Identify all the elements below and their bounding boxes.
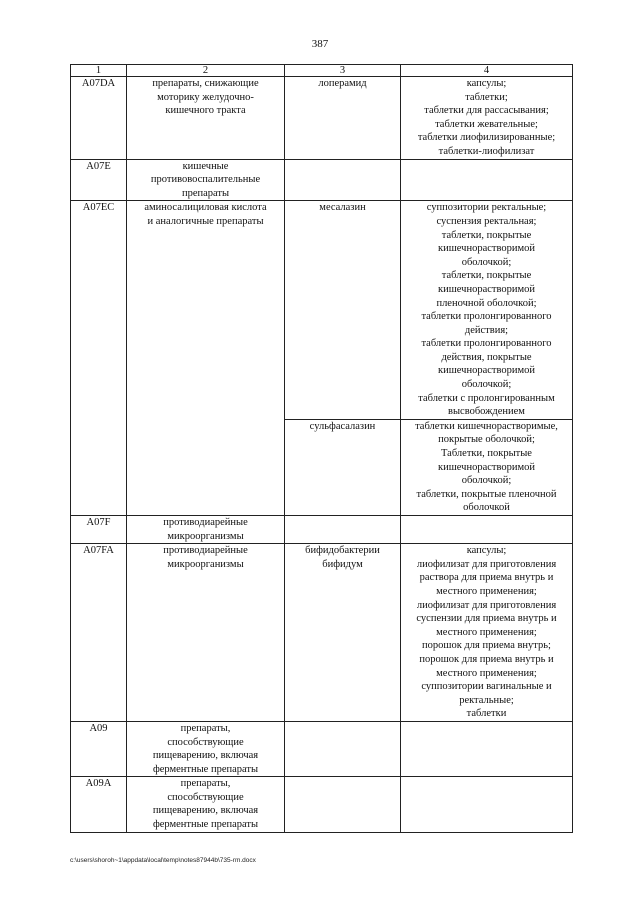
atc-code: A07EC — [71, 201, 127, 516]
drug-name-empty — [285, 159, 401, 201]
text-line: оболочкой; — [461, 256, 512, 268]
text-line: противовоспалительные — [150, 174, 261, 186]
dosage-forms-empty — [401, 159, 573, 201]
text-line: препараты — [181, 187, 230, 199]
text-line: раствора для приема внутрь и — [419, 572, 554, 584]
document-file-path: c:\users\shoroh~1\appdata\local\temp\notes87944b\735-rm.docx — [70, 857, 256, 864]
text-line: микроорганизмы — [167, 558, 244, 570]
text-line: лоперамид — [318, 78, 367, 89]
text-line: оболочкой — [463, 502, 510, 514]
dosage-forms — [401, 419, 573, 515]
table-row — [71, 201, 573, 420]
text-line: способствующие — [167, 736, 244, 748]
text-line: порошок для приема внутрь; — [422, 640, 551, 652]
drug-name-empty — [285, 721, 401, 776]
text-line: препараты, — [180, 722, 231, 734]
text-line: сульфасалазин — [309, 420, 376, 432]
text-line: ректальные; — [459, 694, 514, 706]
dosage-forms-empty — [401, 721, 573, 776]
text-line: таблетки жевательные; — [435, 118, 538, 130]
text-line: таблетки — [466, 708, 507, 720]
text-line: порошок для приема внутрь и — [419, 653, 554, 665]
table-header-row — [71, 65, 573, 77]
text-line: бифидобактерии — [305, 545, 380, 557]
group-description — [127, 516, 285, 544]
group-description — [127, 159, 285, 201]
text-line: кишечнорастворимой — [437, 461, 536, 473]
text-line: таблетки для рассасывания; — [424, 105, 549, 117]
text-line: капсулы; — [466, 78, 507, 89]
text-line: таблетки лиофилизированные; — [417, 132, 556, 144]
atc-code: A07DA — [71, 77, 127, 160]
text-line: таблетки; — [465, 91, 508, 103]
dosage-forms-empty — [401, 777, 573, 832]
text-line: ферментные препараты — [152, 819, 259, 831]
text-line: и аналогичные препараты — [147, 215, 264, 227]
dosage-forms — [401, 201, 573, 420]
drug-name-empty — [285, 777, 401, 832]
dosage-forms — [401, 544, 573, 722]
text-line: пищеварению, включая — [152, 750, 259, 762]
text-line: местного применения; — [436, 667, 537, 679]
atc-code: A07FA — [71, 544, 127, 722]
text-line: действия, покрытые — [441, 351, 532, 363]
atc-code: A07F — [71, 516, 127, 544]
group-description — [127, 544, 285, 722]
table-row — [71, 777, 573, 832]
text-line: таблетки, покрытые пленочной — [416, 488, 557, 500]
text-line: ферментные препараты — [152, 763, 259, 775]
group-description — [127, 721, 285, 776]
table-row — [71, 516, 573, 544]
text-line: кишечнорастворимой — [437, 283, 536, 295]
text-line: суспензия ректальная; — [436, 215, 537, 227]
dosage-forms — [401, 77, 573, 160]
text-line: суппозитории вагинальные и — [421, 681, 552, 693]
text-line: пленочной оболочкой; — [436, 297, 537, 309]
text-line: капсулы; — [466, 545, 507, 557]
text-line: способствующие — [167, 791, 244, 803]
text-line: лиофилизат для приготовления — [416, 558, 557, 570]
text-line: таблетки кишечнорастворимые, — [415, 420, 558, 432]
text-line: оболочкой; — [461, 475, 512, 487]
table-row — [71, 77, 573, 160]
text-line: микроорганизмы — [167, 530, 244, 542]
text-line: таблетки пролонгированного — [421, 311, 552, 323]
text-line: препараты, снижающие — [152, 78, 259, 89]
text-line: местного применения; — [436, 585, 537, 597]
text-line: кишечнорастворимой — [437, 243, 536, 255]
text-line: аминосалициловая кислота — [144, 202, 267, 214]
table-row — [71, 721, 573, 776]
text-line: моторику желудочно- — [157, 91, 254, 103]
text-line: противодиарейные — [163, 545, 248, 557]
column-header-4: 4 — [401, 65, 573, 77]
atc-code: A09A — [71, 777, 127, 832]
table-row — [71, 159, 573, 201]
atc-code: A09 — [71, 721, 127, 776]
page-number: 387 — [311, 38, 329, 50]
text-line: действия; — [464, 324, 509, 336]
column-header-1: 1 — [71, 65, 127, 77]
text-line: таблетки, покрытые — [441, 270, 532, 282]
text-line: местного применения; — [436, 626, 537, 638]
group-description — [127, 201, 285, 516]
text-line: суппозитории ректальные; — [426, 202, 547, 214]
text-line: высвобождением — [448, 406, 525, 418]
text-line: кишечные — [182, 160, 229, 172]
text-line: бифидум — [322, 558, 363, 570]
text-line: оболочкой; — [461, 379, 512, 391]
text-line: таблетки пролонгированного — [421, 338, 552, 350]
text-line: месалазин — [319, 202, 366, 214]
column-header-2: 2 — [127, 65, 285, 77]
text-line: таблетки, покрытые — [441, 229, 532, 241]
drug-name-empty — [285, 516, 401, 544]
text-line: пищеварению, включая — [152, 805, 259, 817]
drug-classification-table — [70, 64, 573, 833]
text-line: кишечного тракта — [165, 105, 246, 117]
text-line: препараты, — [180, 778, 231, 790]
drug-name — [285, 544, 401, 722]
text-line: Таблетки, покрытые — [441, 448, 532, 460]
group-description — [127, 777, 285, 832]
text-line: лиофилизат для приготовления — [416, 599, 557, 611]
text-line: противодиарейные — [163, 517, 248, 528]
drug-name — [285, 201, 401, 420]
dosage-forms-empty — [401, 516, 573, 544]
text-line: таблетки с пролонгированным — [418, 392, 555, 404]
group-description — [127, 77, 285, 160]
drug-name — [285, 77, 401, 160]
text-line: кишечнорастворимой — [437, 365, 536, 377]
table-row — [71, 544, 573, 722]
atc-code: A07E — [71, 159, 127, 201]
text-line: таблетки-лиофилизат — [438, 145, 535, 157]
text-line: покрытые оболочкой; — [438, 434, 535, 446]
drug-name — [285, 419, 401, 515]
column-header-3: 3 — [285, 65, 401, 77]
text-line: суспензии для приема внутрь и — [416, 613, 557, 625]
